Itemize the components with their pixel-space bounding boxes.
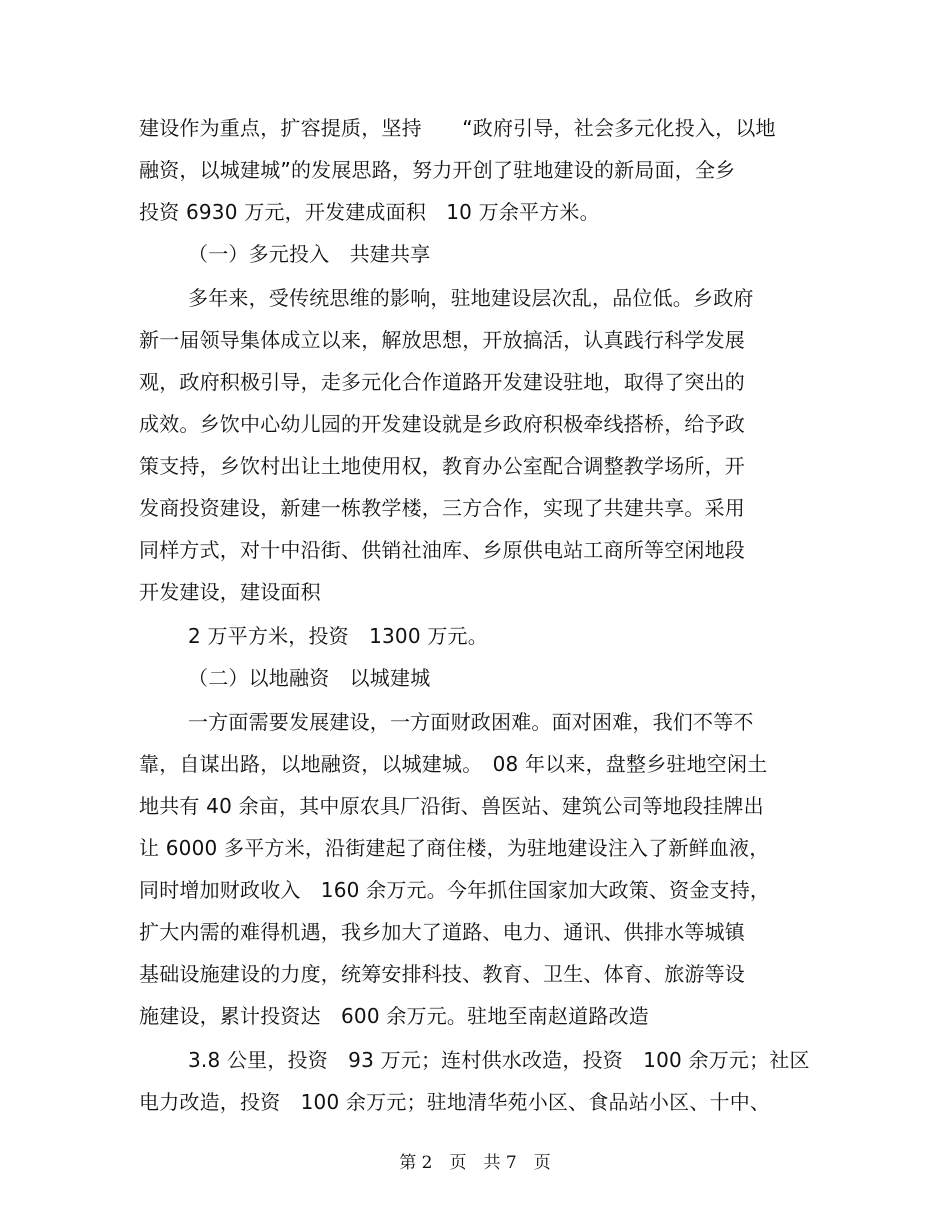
body-line: 开发建设，建设面积 <box>139 580 321 604</box>
section-heading: （一）多元投入 共建共享 <box>188 242 431 266</box>
body-line: 策支持，乡饮村出让土地使用权，教育办公室配合调整教学场所，开 <box>139 454 745 478</box>
body-line: 一方面需要发展建设，一方面财政困难。面对困难，我们不等不 <box>188 710 754 734</box>
body-line: 新一届领导集体成立以来，解放思想，开放搞活，认真践行科学发展 <box>139 328 745 352</box>
section-heading: （二）以地融资 以城建城 <box>188 666 431 690</box>
body-line: 融资，以城建城”的发展思路，努力开创了驻地建设的新局面，全乡 <box>139 158 736 182</box>
body-line: 多年来，受传统思维的影响，驻地建设层次乱，品位低。乡政府 <box>188 286 754 310</box>
body-line: 2 万平方米，投资 1300 万元。 <box>188 624 488 648</box>
body-line: 3.8 公里，投资 93 万元；连村供水改造，投资 100 余万元；社区 <box>188 1048 810 1072</box>
body-line: 同时增加财政收入 160 余万元。今年抓住国家加大政策、资金支持， <box>139 878 771 902</box>
body-line: 基础设施建设的力度，统筹安排科技、教育、卫生、体育、旅游等设 <box>139 962 745 986</box>
body-line: 施建设，累计投资达 600 余万元。驻地至南赵道路改造 <box>139 1004 649 1028</box>
body-line: 地共有 40 余亩，其中原农具厂沿街、兽医站、建筑公司等地段挂牌出 <box>139 794 764 818</box>
page-number-footer: 第 2 页 共 7 页 <box>399 1153 551 1173</box>
body-line: 投资 6930 万元，开发建成面积 10 万余平方米。 <box>139 200 600 224</box>
body-line: 同样方式，对十中沿街、供销社油库、乡原供电站工商所等空闲地段 <box>139 538 745 562</box>
body-line: 成效。乡饮中心幼儿园的开发建设就是乡政府积极牵线搭桥，给予政 <box>139 412 745 436</box>
body-line: 电力改造，投资 100 余万元；驻地清华苑小区、食品站小区、十中、 <box>139 1090 771 1114</box>
body-line: 观，政府积极引导，走多元化合作道路开发建设驻地，取得了突出的 <box>139 370 745 394</box>
body-line: 建设作为重点，扩容提质，坚持 “政府引导，社会多元化投入，以地 <box>139 116 776 140</box>
body-line: 发商投资建设，新建一栋教学楼，三方合作，实现了共建共享。采用 <box>139 496 745 520</box>
body-line: 让 6000 多平方米，沿街建起了商住楼，为驻地建设注入了新鲜血液， <box>139 836 770 860</box>
body-line: 扩大内需的难得机遇，我乡加大了道路、电力、通讯、供排水等城镇 <box>139 920 745 944</box>
body-line: 靠，自谋出路，以地融资，以城建城。 08 年以来，盘整乡驻地空闲土 <box>139 752 768 776</box>
